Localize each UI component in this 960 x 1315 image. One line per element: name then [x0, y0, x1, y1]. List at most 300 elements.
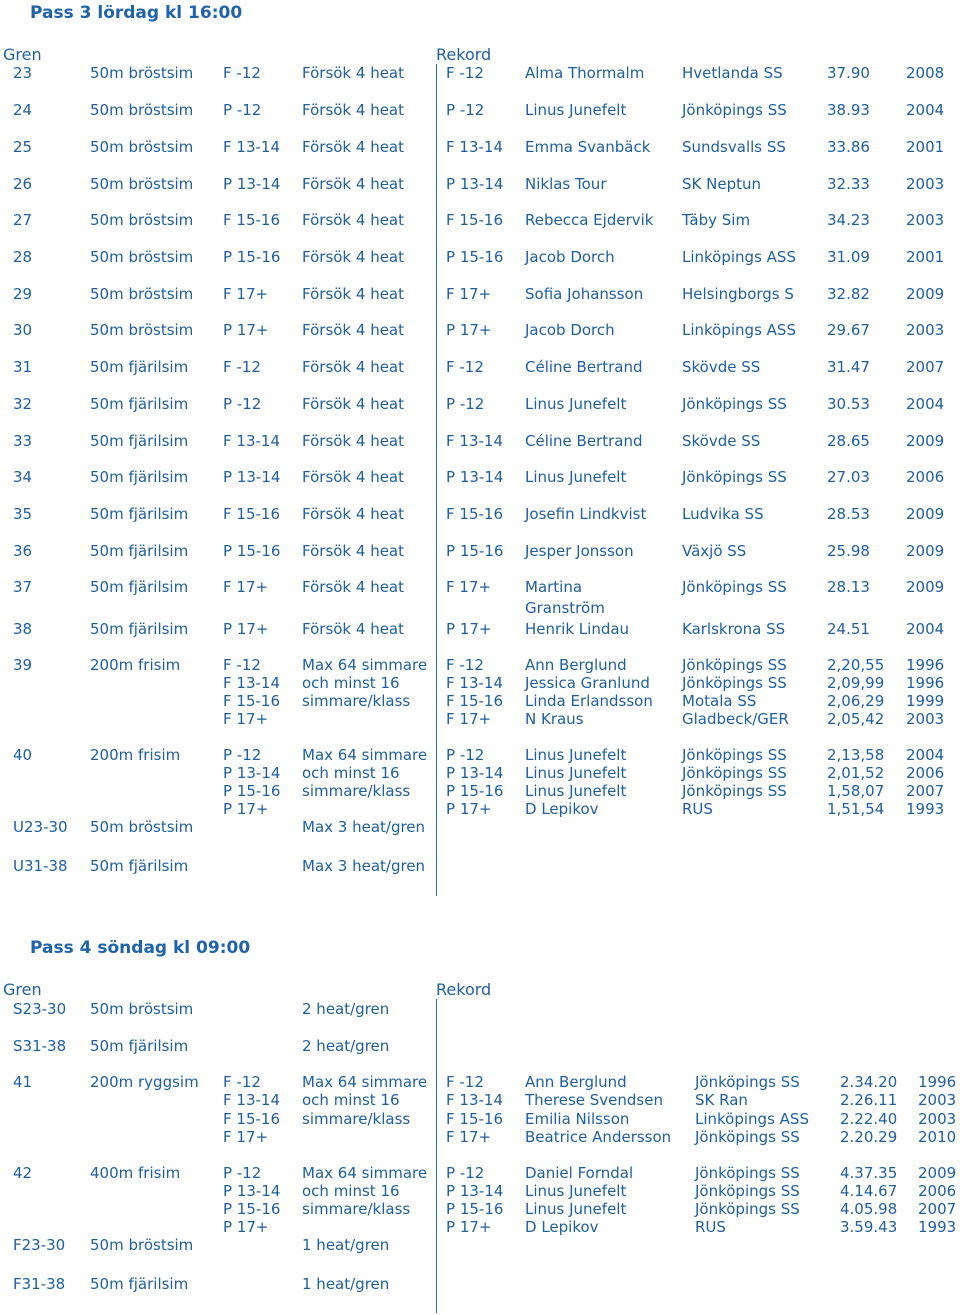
table-row [0, 1128, 960, 1148]
record-holder: Henrik Lindau [525, 620, 630, 638]
record-time: 2,13,58 [827, 746, 885, 764]
table-row [0, 211, 960, 231]
pass3-gren-header: Gren [3, 45, 42, 64]
age-class: F -12 [223, 64, 261, 82]
record-holder: Emma Svanbäck [525, 138, 651, 156]
record-year: 2009 [906, 285, 945, 303]
event-distance: 50m bröstsim [90, 64, 194, 82]
record-class: P 15-16 [446, 248, 504, 266]
table-row [0, 857, 960, 877]
event-number: 29 [13, 285, 33, 303]
record-club: Jönköpings SS [682, 656, 787, 674]
table-row [0, 1000, 960, 1020]
event-distance: 50m bröstsim [90, 211, 194, 229]
record-year: 1996 [918, 1073, 957, 1091]
heat-info: simmare/klass [302, 782, 411, 800]
record-time: 28.13 [827, 578, 870, 596]
record-time: 4.14.67 [840, 1182, 898, 1200]
record-club: Jönköpings SS [695, 1128, 800, 1146]
age-class: F -12 [223, 358, 261, 376]
record-class: F 17+ [446, 578, 492, 596]
heat-info: Max 64 simmare [302, 656, 428, 674]
table-row [0, 818, 960, 838]
heat-info: 2 heat/gren [302, 1000, 390, 1018]
event-distance: 200m frisim [90, 746, 181, 764]
age-class: P 17+ [223, 1218, 269, 1236]
table-row [0, 1200, 960, 1220]
record-class: F 15-16 [446, 1110, 503, 1128]
table-row [0, 1073, 960, 1093]
heat-info: och minst 16 [302, 1182, 400, 1200]
event-number: F23-30 [13, 1236, 66, 1254]
record-class: F 17+ [446, 710, 492, 728]
record-time: 28.53 [827, 505, 870, 523]
event-distance: 50m fjärilsim [90, 1275, 189, 1293]
record-time: 2.34.20 [840, 1073, 898, 1091]
record-time: 3.59.43 [840, 1218, 898, 1236]
table-row [0, 395, 960, 415]
event-distance: 50m bröstsim [90, 1236, 194, 1254]
record-time: 2,20,55 [827, 656, 885, 674]
record-year: 2007 [906, 358, 945, 376]
table-row [0, 746, 960, 766]
event-distance: 200m frisim [90, 656, 181, 674]
table-row [0, 1275, 960, 1295]
record-time: 2,05,42 [827, 710, 885, 728]
heat-info: simmare/klass [302, 1110, 411, 1128]
record-class: F 17+ [446, 1128, 492, 1146]
age-class: P -12 [223, 395, 262, 413]
table-row [0, 599, 960, 619]
record-time: 2.26.11 [840, 1091, 898, 1109]
event-distance: 50m fjärilsim [90, 395, 189, 413]
age-class: P -12 [223, 101, 262, 119]
record-year: 2004 [906, 746, 945, 764]
table-row [0, 800, 960, 820]
event-number: 38 [13, 620, 33, 638]
record-holder: Josefin Lindkvist [525, 505, 647, 523]
record-club: Jönköpings SS [695, 1073, 800, 1091]
record-club: Jönköpings SS [682, 782, 787, 800]
record-club: Linköpings ASS [682, 248, 796, 266]
record-class: P 17+ [446, 321, 492, 339]
age-class: P 15-16 [223, 542, 281, 560]
record-year: 1996 [906, 656, 945, 674]
record-club: Karlskrona SS [682, 620, 786, 638]
event-number: 35 [13, 505, 33, 523]
pass4-rekord-header: Rekord [436, 980, 492, 999]
record-class: P -12 [446, 101, 485, 119]
heat-info: Försök 4 heat [302, 101, 405, 119]
record-club: Motala SS [682, 692, 757, 710]
heat-info: Max 3 heat/gren [302, 818, 426, 836]
record-club: Växjö SS [682, 542, 747, 560]
age-class: F -12 [223, 656, 261, 674]
pass4-gren-header: Gren [3, 980, 42, 999]
age-class: P 13-14 [223, 1182, 281, 1200]
record-time: 27.03 [827, 468, 870, 486]
record-class: F -12 [446, 358, 484, 376]
heat-info: Försök 4 heat [302, 505, 405, 523]
table-row [0, 542, 960, 562]
heat-info: Max 64 simmare [302, 1164, 428, 1182]
record-holder: Therese Svendsen [525, 1091, 663, 1109]
record-time: 32.82 [827, 285, 870, 303]
table-row [0, 1218, 960, 1238]
heat-info: Max 64 simmare [302, 746, 428, 764]
event-number: F31-38 [13, 1275, 66, 1293]
record-time: 4.05.98 [840, 1200, 898, 1218]
record-holder: Beatrice Andersson [525, 1128, 672, 1146]
record-holder: Linus Junefelt [525, 468, 627, 486]
table-row [0, 1110, 960, 1130]
record-year: 2003 [906, 211, 945, 229]
table-row [0, 1182, 960, 1202]
heat-info: 1 heat/gren [302, 1236, 390, 1254]
table-row [0, 138, 960, 158]
event-number: 25 [13, 138, 33, 156]
heat-info: och minst 16 [302, 764, 400, 782]
record-club: Jönköpings SS [682, 746, 787, 764]
record-club: Skövde SS [682, 432, 761, 450]
record-holder: N Kraus [525, 710, 584, 728]
record-club: SK Ran [695, 1091, 748, 1109]
record-class: P 17+ [446, 620, 492, 638]
age-class: F 13-14 [223, 432, 280, 450]
event-distance: 50m fjärilsim [90, 578, 189, 596]
heat-info: Försök 4 heat [302, 175, 405, 193]
record-holder: Jesper Jonsson [525, 542, 634, 560]
record-time: 38.93 [827, 101, 870, 119]
record-club: Jönköpings SS [682, 764, 787, 782]
record-class: P -12 [446, 1164, 485, 1182]
record-year: 2006 [918, 1182, 957, 1200]
heat-info: Försök 4 heat [302, 138, 405, 156]
record-year: 2003 [906, 710, 945, 728]
heat-info: Försök 4 heat [302, 64, 405, 82]
record-club: RUS [682, 800, 713, 818]
table-row [0, 358, 960, 378]
record-club: Jönköpings SS [682, 674, 787, 692]
record-time: 24.51 [827, 620, 870, 638]
age-class: P -12 [223, 1164, 262, 1182]
record-club: Sundsvalls SS [682, 138, 786, 156]
record-time: 31.09 [827, 248, 870, 266]
heat-info: 2 heat/gren [302, 1037, 390, 1055]
event-distance: 50m bröstsim [90, 138, 194, 156]
record-year: 2008 [906, 64, 945, 82]
record-year: 2006 [906, 468, 945, 486]
record-year: 2009 [906, 505, 945, 523]
heat-info: Försök 4 heat [302, 321, 405, 339]
age-class: P 15-16 [223, 1200, 281, 1218]
event-number: 41 [13, 1073, 33, 1091]
record-time: 4.37.35 [840, 1164, 898, 1182]
record-year: 1993 [906, 800, 945, 818]
heat-info: Försök 4 heat [302, 542, 405, 560]
age-class: P 17+ [223, 321, 269, 339]
record-year: 2003 [918, 1110, 957, 1128]
table-row [0, 468, 960, 488]
event-number: 27 [13, 211, 33, 229]
record-class: P -12 [446, 746, 485, 764]
record-year: 1996 [906, 674, 945, 692]
age-class: F 13-14 [223, 674, 280, 692]
record-holder: Martina [525, 578, 583, 596]
record-year: 2003 [918, 1091, 957, 1109]
heat-info: Försök 4 heat [302, 248, 405, 266]
age-class: P 13-14 [223, 468, 281, 486]
record-time: 2.20.29 [840, 1128, 898, 1146]
record-time: 2.22.40 [840, 1110, 898, 1128]
record-year: 1999 [906, 692, 945, 710]
age-class: F 13-14 [223, 1091, 280, 1109]
record-holder: Ann Berglund [525, 656, 627, 674]
record-class: F -12 [446, 64, 484, 82]
record-club: Gladbeck/GER [682, 710, 789, 728]
age-class: P 13-14 [223, 175, 281, 193]
event-number: 24 [13, 101, 33, 119]
pass3-rekord-header: Rekord [436, 45, 492, 64]
event-number: 39 [13, 656, 33, 674]
record-club: Jönköpings SS [695, 1200, 800, 1218]
table-row [0, 656, 960, 676]
record-holder: Jacob Dorch [525, 248, 615, 266]
record-club: Ludvika SS [682, 505, 764, 523]
record-club: Skövde SS [682, 358, 761, 376]
event-number: 30 [13, 321, 33, 339]
record-holder: Alma Thormalm [525, 64, 645, 82]
heat-info: Försök 4 heat [302, 468, 405, 486]
record-time: 2,01,52 [827, 764, 885, 782]
event-distance: 50m bröstsim [90, 248, 194, 266]
record-year: 2004 [906, 620, 945, 638]
record-class: F 15-16 [446, 692, 503, 710]
record-holder: Linus Junefelt [525, 1182, 627, 1200]
event-distance: 50m fjärilsim [90, 432, 189, 450]
heat-info: och minst 16 [302, 1091, 400, 1109]
record-class: F 13-14 [446, 138, 503, 156]
event-distance: 50m fjärilsim [90, 620, 189, 638]
age-class: F 17+ [223, 285, 269, 303]
event-distance: 50m fjärilsim [90, 542, 189, 560]
record-holder: Granström [525, 599, 605, 617]
age-class: F 15-16 [223, 692, 280, 710]
record-year: 2009 [906, 542, 945, 560]
age-class: P 15-16 [223, 782, 281, 800]
table-row [0, 1236, 960, 1256]
record-club: Linköpings ASS [682, 321, 796, 339]
age-class: P 17+ [223, 620, 269, 638]
table-row [0, 285, 960, 305]
event-distance: 50m bröstsim [90, 321, 194, 339]
record-time: 30.53 [827, 395, 870, 413]
record-holder: Linus Junefelt [525, 101, 627, 119]
record-holder: D Lepikov [525, 800, 599, 818]
event-distance: 50m fjärilsim [90, 1037, 189, 1055]
record-class: F -12 [446, 1073, 484, 1091]
record-holder: Daniel Forndal [525, 1164, 634, 1182]
record-holder: Linda Erlandsson [525, 692, 653, 710]
table-row [0, 710, 960, 730]
event-number: 32 [13, 395, 33, 413]
record-time: 1,58,07 [827, 782, 885, 800]
event-number: 42 [13, 1164, 33, 1182]
record-class: P 13-14 [446, 764, 504, 782]
table-row [0, 432, 960, 452]
event-distance: 50m fjärilsim [90, 505, 189, 523]
table-row [0, 578, 960, 598]
record-year: 2004 [906, 101, 945, 119]
record-club: Jönköpings SS [682, 578, 787, 596]
age-class: F 13-14 [223, 138, 280, 156]
record-club: Jönköpings SS [695, 1164, 800, 1182]
age-class: P 17+ [223, 800, 269, 818]
event-number: 23 [13, 64, 33, 82]
event-distance: 50m bröstsim [90, 1000, 194, 1018]
event-number: U23-30 [13, 818, 68, 836]
record-holder: Sofia Johansson [525, 285, 644, 303]
record-year: 2009 [906, 432, 945, 450]
record-year: 1993 [918, 1218, 957, 1236]
record-class: P 13-14 [446, 175, 504, 193]
event-number: U31-38 [13, 857, 68, 875]
record-time: 32.33 [827, 175, 870, 193]
event-distance: 50m bröstsim [90, 285, 194, 303]
record-club: Jönköpings SS [682, 468, 787, 486]
record-club: Jönköpings SS [682, 101, 787, 119]
record-holder: D Lepikov [525, 1218, 599, 1236]
record-year: 2007 [918, 1200, 957, 1218]
event-number: 28 [13, 248, 33, 266]
record-time: 1,51,54 [827, 800, 885, 818]
record-class: F 17+ [446, 285, 492, 303]
pass4-title: Pass 4 söndag kl 09:00 [30, 938, 251, 958]
record-holder: Linus Junefelt [525, 395, 627, 413]
record-club: Jönköpings SS [695, 1182, 800, 1200]
record-time: 2,09,99 [827, 674, 885, 692]
record-class: P 15-16 [446, 1200, 504, 1218]
record-holder: Linus Junefelt [525, 782, 627, 800]
heat-info: och minst 16 [302, 674, 400, 692]
record-class: F 15-16 [446, 211, 503, 229]
table-row [0, 505, 960, 525]
record-holder: Linus Junefelt [525, 1200, 627, 1218]
event-number: 31 [13, 358, 33, 376]
heat-info: Försök 4 heat [302, 578, 405, 596]
record-class: P 13-14 [446, 468, 504, 486]
record-year: 2001 [906, 248, 945, 266]
record-club: Hvetlanda SS [682, 64, 783, 82]
record-club: RUS [695, 1218, 726, 1236]
record-time: 34.23 [827, 211, 870, 229]
age-class: P -12 [223, 746, 262, 764]
record-class: F 15-16 [446, 505, 503, 523]
record-class: F 13-14 [446, 1091, 503, 1109]
age-class: F 15-16 [223, 211, 280, 229]
record-holder: Jacob Dorch [525, 321, 615, 339]
table-row [0, 64, 960, 84]
record-year: 2009 [906, 578, 945, 596]
record-holder: Céline Bertrand [525, 358, 643, 376]
record-club: Helsingborgs S [682, 285, 794, 303]
heat-info: Max 64 simmare [302, 1073, 428, 1091]
event-distance: 50m bröstsim [90, 818, 194, 836]
record-holder: Linus Junefelt [525, 746, 627, 764]
record-year: 2003 [906, 175, 945, 193]
table-row [0, 321, 960, 341]
record-club: Linköpings ASS [695, 1110, 809, 1128]
event-number: 34 [13, 468, 33, 486]
event-number: 33 [13, 432, 33, 450]
event-distance: 400m frisim [90, 1164, 181, 1182]
heat-info: 1 heat/gren [302, 1275, 390, 1293]
table-row [0, 764, 960, 784]
event-distance: 50m fjärilsim [90, 468, 189, 486]
table-row [0, 248, 960, 268]
age-class: P 13-14 [223, 764, 281, 782]
event-distance: 200m ryggsim [90, 1073, 199, 1091]
heat-info: simmare/klass [302, 692, 411, 710]
record-club: SK Neptun [682, 175, 761, 193]
event-number: 26 [13, 175, 33, 193]
heat-info: Försök 4 heat [302, 432, 405, 450]
record-class: P 17+ [446, 800, 492, 818]
record-class: P 15-16 [446, 782, 504, 800]
age-class: F 17+ [223, 710, 269, 728]
record-holder: Jessica Granlund [525, 674, 650, 692]
event-number: S23-30 [13, 1000, 67, 1018]
record-class: F 13-14 [446, 674, 503, 692]
table-row [0, 692, 960, 712]
record-time: 2,06,29 [827, 692, 885, 710]
table-row [0, 782, 960, 802]
record-year: 2009 [918, 1164, 957, 1182]
record-holder: Rebecca Ejdervik [525, 211, 654, 229]
record-year: 2006 [906, 764, 945, 782]
table-row [0, 101, 960, 121]
age-class: P 15-16 [223, 248, 281, 266]
record-class: F -12 [446, 656, 484, 674]
event-distance: 50m bröstsim [90, 175, 194, 193]
table-row [0, 1091, 960, 1111]
record-time: 25.98 [827, 542, 870, 560]
event-number: 36 [13, 542, 33, 560]
record-club: Jönköpings SS [682, 395, 787, 413]
record-holder: Céline Bertrand [525, 432, 643, 450]
event-distance: 50m fjärilsim [90, 358, 189, 376]
table-row [0, 175, 960, 195]
record-class: P -12 [446, 395, 485, 413]
record-time: 33.86 [827, 138, 870, 156]
record-year: 2010 [918, 1128, 957, 1146]
record-time: 37.90 [827, 64, 870, 82]
pass3-title: Pass 3 lördag kl 16:00 [30, 3, 243, 23]
record-year: 2003 [906, 321, 945, 339]
heat-info: Försök 4 heat [302, 285, 405, 303]
record-year: 2007 [906, 782, 945, 800]
event-number: 40 [13, 746, 33, 764]
heat-info: Försök 4 heat [302, 211, 405, 229]
table-row [0, 1037, 960, 1057]
age-class: F 17+ [223, 578, 269, 596]
record-year: 2001 [906, 138, 945, 156]
heat-info: simmare/klass [302, 1200, 411, 1218]
record-time: 29.67 [827, 321, 870, 339]
record-class: F 13-14 [446, 432, 503, 450]
age-class: F 15-16 [223, 1110, 280, 1128]
record-holder: Ann Berglund [525, 1073, 627, 1091]
